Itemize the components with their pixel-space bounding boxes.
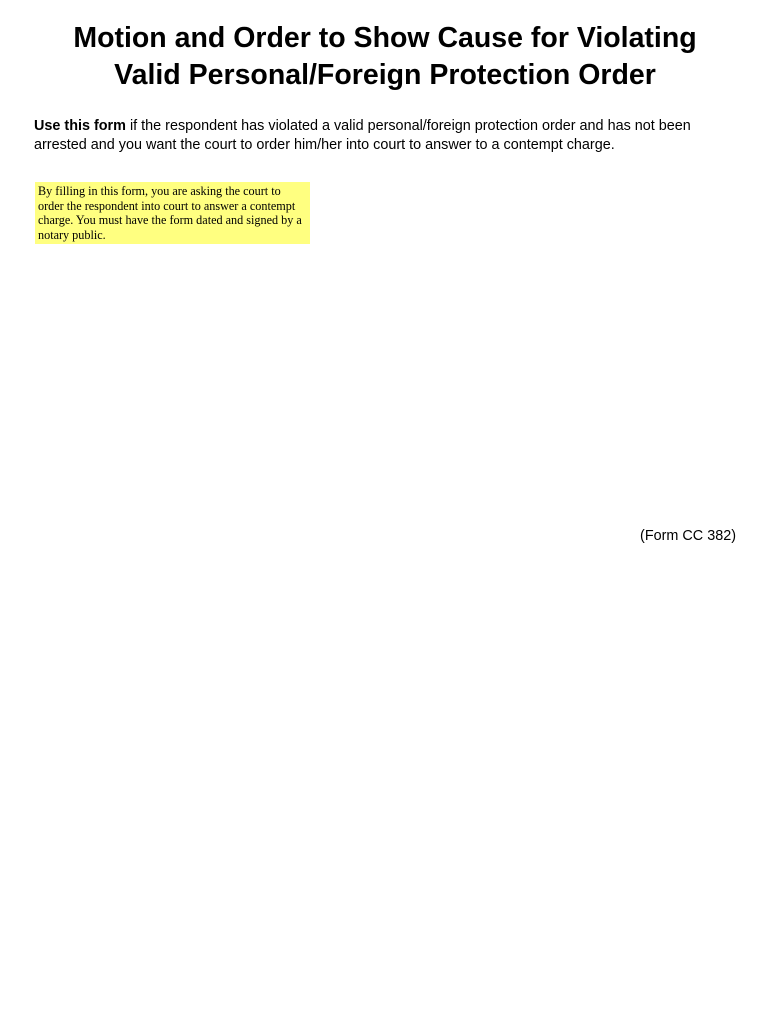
highlighted-note: By filling in this form, you are asking the court to order the respondent into court to answer a contempt charge. You must have the form dated and signed by a notary public. [35, 182, 310, 244]
usage-instructions [34, 117, 739, 155]
document-title [30, 20, 740, 94]
form-number: (Form CC 382) [640, 528, 736, 544]
document-title-line-1: Motion and Order to Show Cause for Violating [73, 22, 697, 54]
usage-instructions-lead: Use this form [34, 118, 126, 134]
document-title-line-2: Valid Personal/Foreign Protection Order [114, 59, 656, 91]
usage-instructions-text: if the respondent has violated a valid personal/foreign protection order and has not been arrested and you want the court to order him/her into court to answer to a contempt charge. [34, 118, 691, 153]
